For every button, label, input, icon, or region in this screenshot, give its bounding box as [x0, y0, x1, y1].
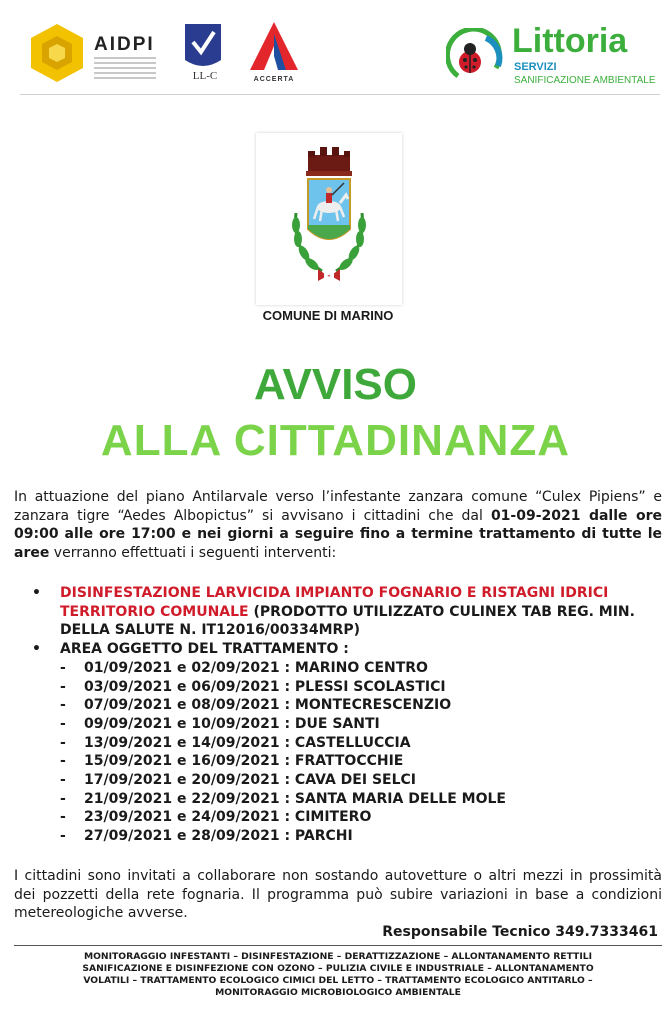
comune-emblem	[256, 133, 402, 305]
footer-line: MONITORAGGIO MICROBIOLOGICO AMBIENTALE	[215, 987, 461, 998]
aidpi-hexagon-logo-icon	[28, 22, 86, 84]
end-date: 02/09/2021	[191, 659, 280, 676]
intro-text-2: verranno effettuati i seguenti interventi:	[49, 544, 337, 561]
bullet-icon: •	[32, 641, 41, 658]
comune-caption: COMUNE DI MARINO	[262, 308, 394, 323]
header-divider	[20, 94, 660, 95]
schedule-list	[32, 659, 664, 846]
start-date: 13/09/2021	[84, 734, 173, 751]
littoria-ladybug-logo-icon	[446, 28, 504, 86]
schedule-row	[60, 715, 664, 734]
responsabile-contact: Responsabile Tecnico 349.7333461	[382, 924, 658, 940]
footer-services	[14, 951, 662, 999]
littoria-sanificazione: SANIFICAZIONE AMBIENTALE	[514, 75, 656, 86]
schedule-row	[60, 808, 664, 827]
footer-line: SANIFICAZIONE E DISINFEZIONE CON OZONO – PULIZIA CIVILE E INDUSTRIALE – ALLONTANAMENTO	[82, 963, 594, 974]
end-date: 16/09/2021	[191, 753, 280, 770]
intro-text-1: In attuazione del piano Antilarvale verso l’infestante zanzara comune “Culex Pipiens” e zanzara tigre “Aedes Albopictus” si avvisano i cittadini che dal	[14, 489, 662, 524]
and-text: e	[177, 678, 187, 695]
llc-checkmark-logo-icon	[183, 20, 223, 72]
dash-icon: -	[60, 753, 66, 770]
separator: :	[284, 790, 291, 807]
title-avviso: AVVISO	[253, 360, 417, 409]
end-date: 08/09/2021	[191, 697, 280, 714]
separator: :	[284, 697, 291, 714]
aidpi-name: AIDPI	[94, 34, 155, 55]
start-date: 21/09/2021	[84, 790, 173, 807]
llc-name: LL-C	[192, 70, 218, 82]
area-name: DUE SANTI	[294, 715, 380, 732]
start-date: 15/09/2021	[84, 753, 173, 770]
footer-line: MONITORAGGIO INFESTANTI – DISINFESTAZIONE – DERATTIZZAZIONE – ALLONTANAMENTO RETTILI	[83, 951, 593, 962]
and-text: e	[177, 734, 187, 751]
schedule-row	[60, 696, 664, 715]
separator: :	[284, 753, 291, 770]
dash-icon: -	[60, 790, 66, 807]
schedule-row	[60, 790, 664, 809]
dash-icon: -	[60, 659, 66, 676]
end-date: 28/09/2021	[191, 828, 280, 845]
end-date: 24/09/2021	[191, 809, 280, 826]
schedule-row	[60, 678, 664, 697]
footer-divider	[14, 945, 662, 946]
aidpi-subtitle-lines	[94, 57, 156, 82]
separator: :	[284, 678, 291, 695]
start-date: 03/09/2021	[84, 678, 173, 695]
list-item	[32, 584, 664, 640]
intro-bold-dates: 01-09-2021 dalle ore 09:00 alle ore 17:00 e nei giorni a seguire fino a termine trattamento di tutte le aree	[14, 507, 662, 561]
title-cittadinanza: ALLA CITTADINANZA	[100, 416, 571, 465]
coat-of-arms-icon	[256, 133, 402, 305]
separator: :	[284, 734, 291, 751]
dash-icon: -	[60, 715, 66, 732]
end-date: 14/09/2021	[191, 734, 280, 751]
schedule-row	[60, 771, 664, 790]
and-text: e	[177, 753, 187, 770]
area-heading: AREA OGGETTO DEL TRATTAMENTO :	[60, 641, 349, 658]
dash-icon: -	[60, 772, 66, 789]
area-name: PARCHI	[294, 828, 353, 845]
accerta-triangle-logo-icon	[248, 20, 300, 72]
end-date: 06/09/2021	[191, 678, 280, 695]
accerta-name: ACCERTA	[253, 76, 295, 83]
area-name: CIMITERO	[294, 809, 372, 826]
separator: :	[284, 659, 291, 676]
dash-icon: -	[60, 809, 66, 826]
list-item	[32, 640, 664, 659]
start-date: 07/09/2021	[84, 697, 173, 714]
intro-paragraph	[14, 488, 662, 562]
littoria-name: Littoria	[512, 22, 628, 60]
area-name: CAVA DEI SELCI	[294, 772, 416, 789]
footer-line: VOLATILI – TRATTAMENTO ECOLOGICO CIMICI DEL LETTO – TRATTAMENTO ECOLOGICO ANTITARLO –	[83, 975, 593, 986]
schedule-row	[60, 752, 664, 771]
start-date: 01/09/2021	[84, 659, 173, 676]
area-name: SANTA MARIA DELLE MOLE	[294, 790, 506, 807]
separator: :	[284, 715, 291, 732]
separator: :	[284, 772, 291, 789]
area-name: FRATTOCCHIE	[294, 753, 404, 770]
dash-icon: -	[60, 697, 66, 714]
intervention-list	[32, 584, 664, 846]
closing-paragraph: I cittadini sono invitati a collaborare non sostando autovetture o altri mezzi in prossimità dei pozzetti della rete fognaria. Il programma può subire variazioni in base a condizioni metereologiche avverse.	[14, 868, 662, 921]
dash-icon: -	[60, 678, 66, 695]
separator: :	[284, 828, 291, 845]
area-name: CASTELLUCCIA	[294, 734, 411, 751]
disinfestazione-title: DISINFESTAZIONE LARVICIDA IMPIANTO FOGNARIO E RISTAGNI IDRICI TERRITORIO COMUNALE	[60, 585, 609, 620]
and-text: e	[177, 809, 187, 826]
end-date: 22/09/2021	[191, 790, 280, 807]
header	[0, 0, 671, 95]
bullet-icon: •	[32, 585, 41, 601]
separator: :	[284, 809, 291, 826]
schedule-row	[60, 827, 664, 846]
littoria-servizi: SERVIZI	[514, 61, 557, 73]
dash-icon: -	[60, 734, 66, 751]
end-date: 20/09/2021	[191, 772, 280, 789]
dash-icon: -	[60, 828, 66, 845]
and-text: e	[177, 659, 187, 676]
and-text: e	[177, 715, 187, 732]
schedule-row	[60, 734, 664, 753]
start-date: 09/09/2021	[84, 715, 173, 732]
start-date: 23/09/2021	[84, 809, 173, 826]
prodotto-text: (PRODOTTO UTILIZZATO CULINEX TAB REG. MIN. DELLA SALUTE N. IT12016/00334MRP)	[60, 603, 635, 639]
and-text: e	[177, 790, 187, 807]
start-date: 17/09/2021	[84, 772, 173, 789]
and-text: e	[177, 828, 187, 845]
start-date: 27/09/2021	[84, 828, 173, 845]
end-date: 10/09/2021	[191, 715, 280, 732]
and-text: e	[177, 772, 187, 789]
and-text: e	[177, 697, 187, 714]
area-name: PLESSI SCOLASTICI	[294, 678, 446, 695]
area-name: MARINO CENTRO	[294, 659, 428, 676]
area-name: MONTECRESCENZIO	[294, 697, 452, 714]
schedule-row	[60, 659, 664, 678]
